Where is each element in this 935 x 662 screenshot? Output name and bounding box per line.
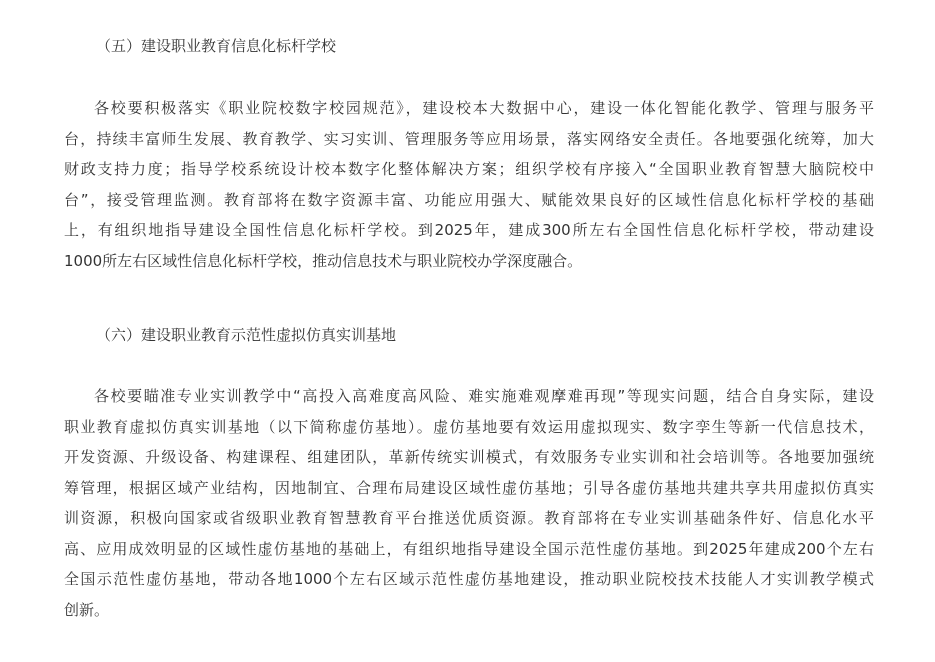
section-heading-6: （六）建设职业教育示范性虚拟仿真实训基地	[96, 326, 397, 344]
paragraph-line: 职业教育虚拟仿真实训基地（以下简称虚仿基地）。虚仿基地要有效运用虚拟现实、数字孪生等新一代信息技术，	[64, 417, 874, 436]
paragraph-line: 筹管理，根据区域产业结构，因地制宜、合理布局建设区域性虚仿基地；引导各虚仿基地共建共享共用虚拟仿真实	[64, 478, 874, 497]
paragraph-line: 财政支持力度；指导学校系统设计校本数字化整体解决方案；组织学校有序接入“全国职业教育智慧大脑院校中	[64, 160, 874, 178]
paragraph-line: 开发资源、升级设备、构建课程、组建团队，革新传统实训模式，有效服务专业实训和社会培训等。各地要加强统	[64, 448, 874, 466]
paragraph-line: 台”，接受管理监测。教育部将在数字资源丰富、功能应用强大、赋能效果良好的区域性信息化标杆学校的基础	[64, 190, 874, 209]
paragraph-line: 上，有组织地指导建设全国性信息化标杆学校。到2025年，建成300所左右全国性信息化标杆学校，带动建设	[64, 221, 874, 239]
paragraph-line: 创新。	[64, 600, 110, 619]
section-paragraph-6	[64, 381, 874, 625]
section-paragraph-5	[64, 93, 874, 276]
paragraph-line: 各校要积极落实《职业院校数字校园规范》，建设校本大数据中心，建设一体化智能化教学、管理与服务平	[94, 99, 874, 117]
paragraph-line: 全国示范性虚仿基地，带动各地1000个左右区域示范性虚仿基地建设，推动职业院校技术技能人才实训教学模式	[64, 570, 874, 588]
paragraph-line: 训资源，积极向国家或省级职业教育智慧教育平台推送优质资源。教育部将在专业实训基础条件好、信息化水平	[64, 509, 874, 527]
paragraph-line: 各校要瞄准专业实训教学中“高投入高难度高风险、难实施难观摩难再现”等现实问题，结合自身实际，建设	[94, 387, 874, 405]
paragraph-line: 高、应用成效明显的区域性虚仿基地的基础上，有组织地指导建设全国示范性虚仿基地。到2025年建成200个左右	[64, 539, 874, 558]
section-heading-5: （五）建设职业教育信息化标杆学校	[96, 37, 337, 55]
paragraph-line: 1000所左右区域性信息化标杆学校，推动信息技术与职业院校办学深度融合。	[64, 251, 583, 270]
paragraph-line: 台，持续丰富师生发展、教育教学、实习实训、管理服务等应用场景，落实网络安全责任。各地要强化统筹，加大	[64, 129, 874, 148]
